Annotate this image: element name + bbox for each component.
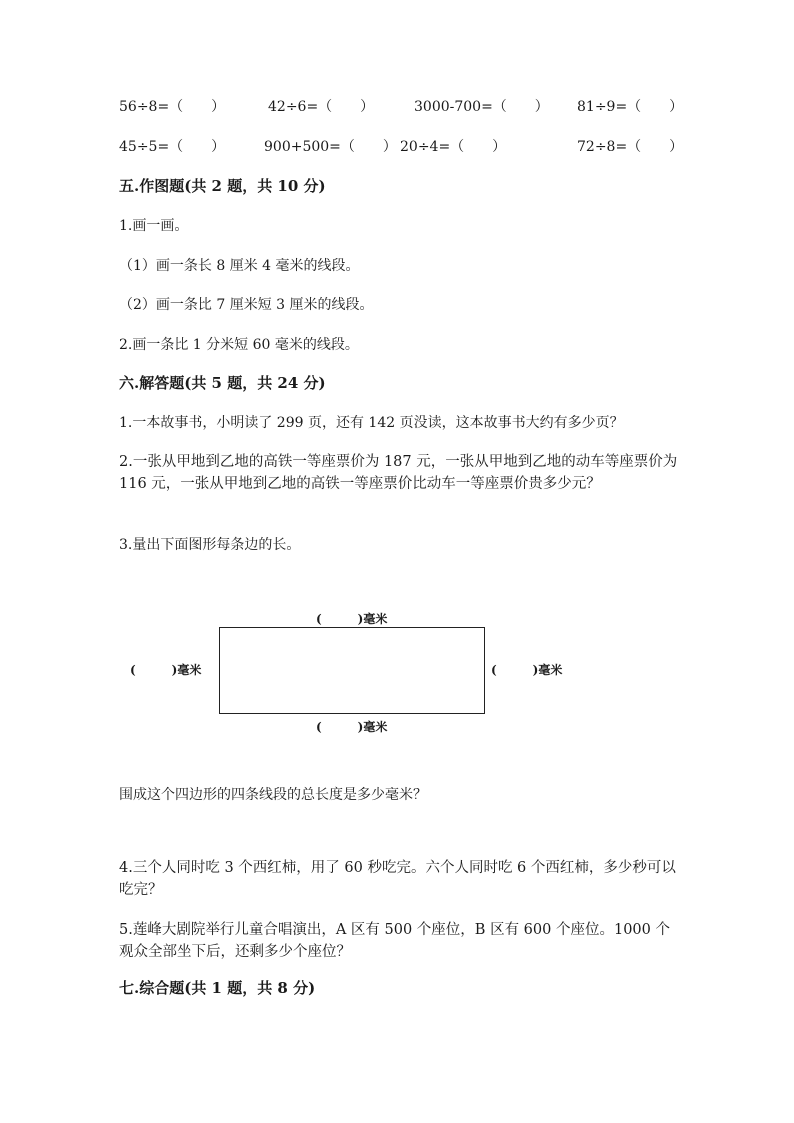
section-heading: 五.作图题(共 2 题，共 10 分) [119,177,326,195]
arith-item: 45÷5=（ ） [119,139,226,155]
question-text: 3.量出下面图形每条边的长。 [119,537,301,553]
section-heading: 六.解答题(共 5 题，共 24 分) [119,374,326,392]
question-text: 4.三个人同时吃 3 个西红柿，用了 60 秒吃完。六个人同时吃 6 个西红柿，多少秒可以吃完？ [119,860,676,898]
measure-label-bottom: ( )毫米 [316,720,388,734]
measure-label-top: ( )毫米 [316,612,388,626]
question-text: 5.莲峰大剧院举行儿童合唱演出，A 区有 500 个座位，B 区有 600 个座位。1000 个观众全部坐下后，还剩多少个座位？ [119,922,670,960]
question-text: 2.画一条比 1 分米短 60 毫米的线段。 [119,337,359,353]
question-subtext: （2）画一条比 7 厘米短 3 厘米的线段。 [119,297,374,313]
rectangle-figure [219,627,485,714]
question-text: 围成这个四边形的四条线段的总长度是多少毫米？ [119,787,427,803]
arith-item: 900+500=（ ） [264,139,397,155]
arith-item: 42÷6=（ ） [268,99,375,115]
question-text: 2.一张从甲地到乙地的高铁一等座票价为 187 元，一张从甲地到乙地的动车等座票价为 116 元，一张从甲地到乙地的高铁一等座票价比动车一等座票价贵多少元？ [119,454,678,492]
question-text: 1.一本故事书，小明读了 299 页，还有 142 页没读，这本故事书大约有多少页？ [119,415,624,431]
arith-item: 20÷4=（ ） [400,139,507,155]
question-subtext: （1）画一条长 8 厘米 4 毫米的线段。 [119,258,360,274]
arith-item: 56÷8=（ ） [119,99,226,115]
measure-label-right: ( )毫米 [491,663,563,677]
arith-item: 3000-700=（ ） [414,99,549,115]
question-text: 1.画一画。 [119,218,189,234]
arith-item: 72÷8=（ ） [577,139,684,155]
arith-item: 81÷9=（ ） [577,99,684,115]
measure-label-left: ( )毫米 [130,663,202,677]
section-heading: 七.综合题(共 1 题，共 8 分) [119,979,316,997]
